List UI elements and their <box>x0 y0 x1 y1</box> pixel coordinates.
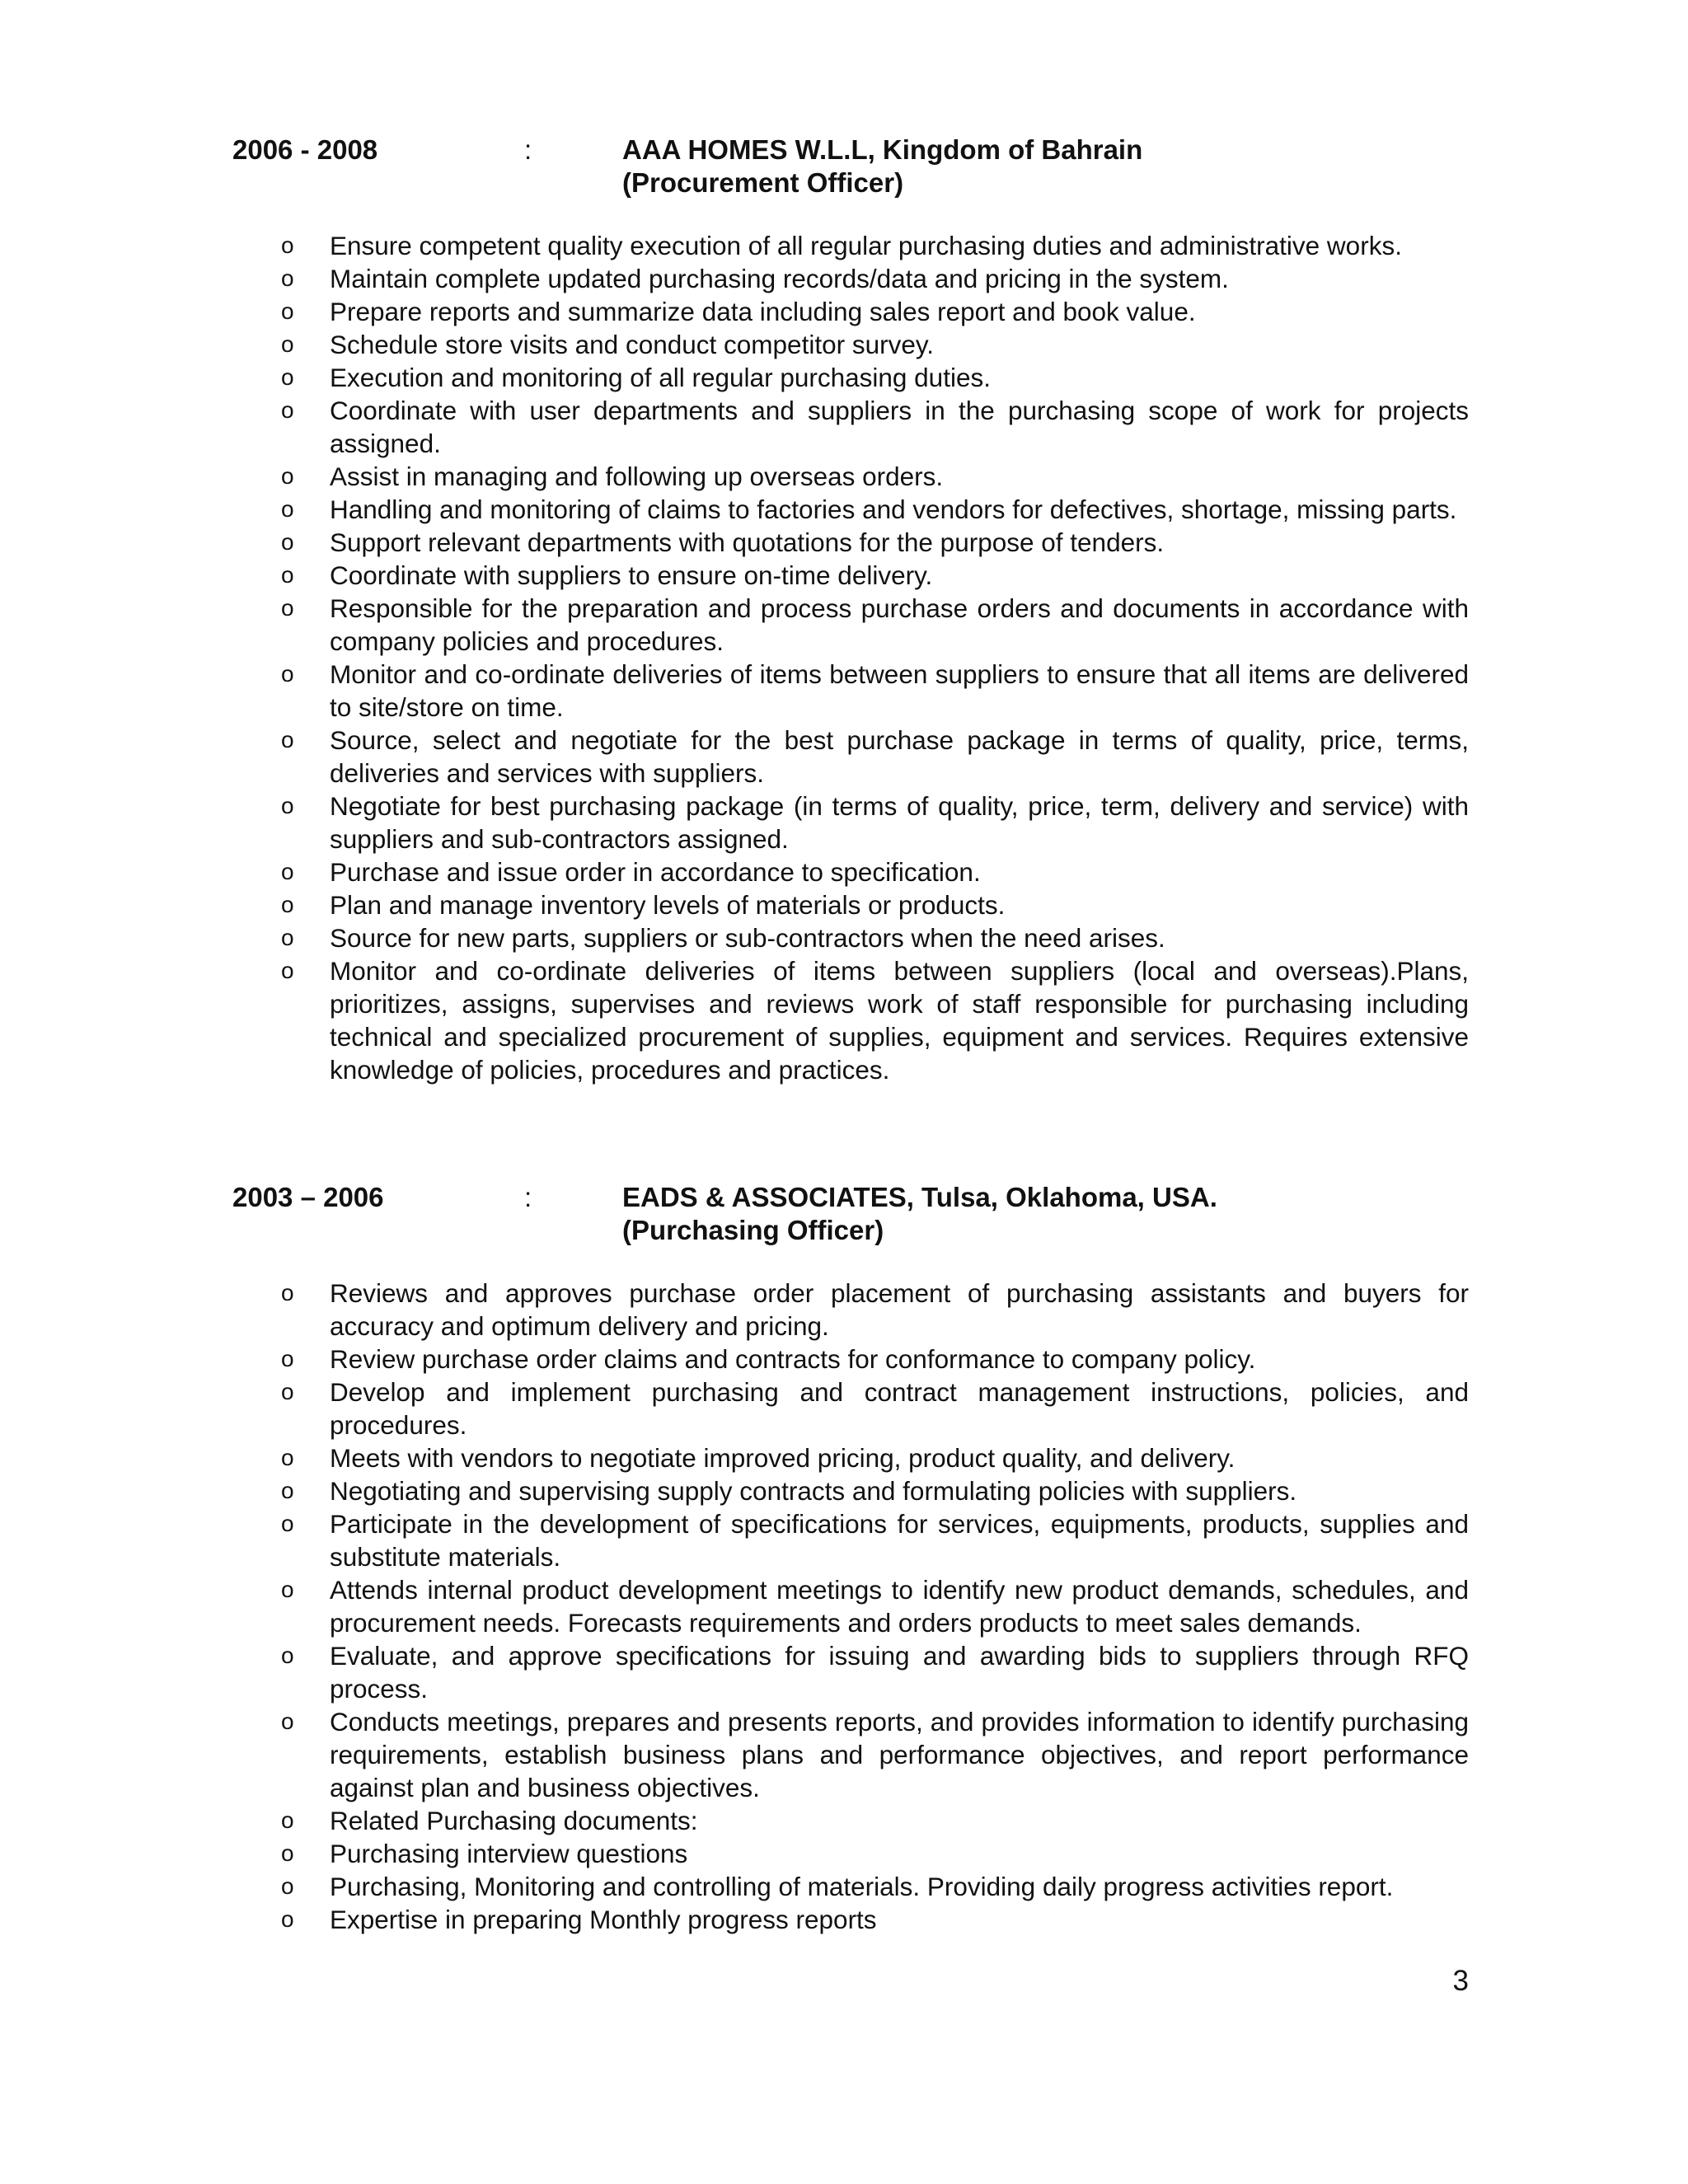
job-role: (Procurement Officer) <box>622 167 904 198</box>
duties-list <box>232 229 1469 1086</box>
bullet-icon: o <box>281 232 294 258</box>
job-entry-aaa-homes <box>232 134 1469 1085</box>
duty-item: o Coordinate with suppliers to ensure on-time delivery. <box>281 560 933 590</box>
duty-item: o Conducts meetings, prepares and presents reports, and provides information to identify purchasing requirements, establish business plans and performance objectives, and report performance against plan and business objectives. <box>281 1707 1469 1802</box>
job-separator: : <box>524 1182 532 1212</box>
bullet-icon: o <box>281 1643 294 1668</box>
bullet-icon: o <box>281 1906 294 1932</box>
bullet-icon: o <box>281 463 294 489</box>
duty-item: o Expertise in preparing Monthly progress reports <box>281 1905 877 1934</box>
duty-item: o Attends internal product development meetings to identify new product demands, schedules, and procurement needs. Forecasts requirements and orders products to meet sales demands. <box>281 1575 1469 1638</box>
job-separator: : <box>524 134 532 165</box>
duty-item: o Evaluate, and approve specifications for issuing and awarding bids to suppliers through RFQ process. <box>281 1641 1469 1704</box>
bullet-icon: o <box>281 958 294 983</box>
bullet-icon: o <box>281 496 294 522</box>
duty-item: o Meets with vendors to negotiate improved pricing, product quality, and delivery. <box>281 1443 1236 1473</box>
page-number: 3 <box>1452 1965 1469 1997</box>
duty-item: o Support relevant departments with quotations for the purpose of tenders. <box>281 527 1165 557</box>
duty-item: o Negotiating and supervising supply contracts and formulating policies with suppliers. <box>281 1476 1297 1506</box>
duty-item: o Responsible for the preparation and process purchase orders and documents in accordance with company policies and procedures. <box>281 593 1469 656</box>
bullet-icon: o <box>281 298 294 324</box>
duty-item: o Purchasing interview questions <box>281 1839 688 1868</box>
duty-item: o Related Purchasing documents: <box>281 1806 698 1835</box>
duty-item: o Ensure competent quality execution of all regular purchasing duties and administrative works. <box>281 231 1402 260</box>
job-dates: 2006 - 2008 <box>232 134 378 165</box>
bullet-icon: o <box>281 1379 294 1404</box>
duty-item: o Source for new parts, suppliers or sub-contractors when the need arises. <box>281 923 1165 953</box>
job-role: (Purchasing Officer) <box>622 1215 884 1245</box>
job-employer: AAA HOMES W.L.L, Kingdom of Bahrain <box>622 134 1143 165</box>
bullet-icon: o <box>281 595 294 621</box>
bullet-icon: o <box>281 265 294 291</box>
duty-item: o Monitor and co-ordinate deliveries of items between suppliers to ensure that all items are delivered to site/store on time. <box>281 659 1469 722</box>
bullet-icon: o <box>281 793 294 818</box>
bullet-icon: o <box>281 727 294 752</box>
duty-item: o Participate in the development of specifications for services, equipments, products, supplies and substitute materials. <box>281 1509 1469 1572</box>
duty-item: o Review purchase order claims and contracts for conformance to company policy. <box>281 1344 1256 1374</box>
duty-item: o Negotiate for best purchasing package (in terms of quality, price, term, delivery and service) with suppliers and sub-contractors assigned. <box>281 791 1469 854</box>
duty-item: o Prepare reports and summarize data including sales report and book value. <box>281 297 1196 326</box>
duty-item: o Purchasing, Monitoring and controlling of materials. Providing daily progress activities report. <box>281 1872 1394 1901</box>
duty-item: o Purchase and issue order in accordance to specification. <box>281 857 981 887</box>
duty-item: o Source, select and negotiate for the best purchase package in terms of quality, price, terms, deliveries and services with suppliers. <box>281 725 1469 788</box>
job-header <box>232 1181 1469 1247</box>
bullet-icon: o <box>281 925 294 950</box>
bullet-icon: o <box>281 661 294 687</box>
duty-item: o Schedule store visits and conduct competitor survey. <box>281 330 935 359</box>
duty-item: o Maintain complete updated purchasing records/data and pricing in the system. <box>281 264 1229 293</box>
bullet-icon: o <box>281 1346 294 1371</box>
bullet-icon: o <box>281 562 294 588</box>
bullet-icon: o <box>281 1445 294 1470</box>
bullet-icon: o <box>281 1478 294 1503</box>
bullet-icon: o <box>281 529 294 555</box>
bullet-icon: o <box>281 859 294 884</box>
duty-item: o Develop and implement purchasing and contract management instructions, policies, and procedures. <box>281 1377 1469 1440</box>
job-entry-eads-associates <box>232 1181 1469 1934</box>
job-dates: 2003 – 2006 <box>232 1182 384 1212</box>
bullet-icon: o <box>281 1280 294 1305</box>
duty-item: o Reviews and approves purchase order placement of purchasing assistants and buyers for accuracy and optimum delivery and pricing. <box>281 1278 1469 1341</box>
bullet-icon: o <box>281 397 294 423</box>
bullet-icon: o <box>281 1708 294 1734</box>
bullet-icon: o <box>281 1840 294 1866</box>
bullet-icon: o <box>281 892 294 917</box>
duty-item: o Assist in managing and following up overseas orders. <box>281 462 944 491</box>
job-header <box>232 134 1469 199</box>
bullet-icon: o <box>281 1873 294 1899</box>
duty-item: o Execution and monitoring of all regular purchasing duties. <box>281 363 991 392</box>
bullet-icon: o <box>281 1511 294 1536</box>
bullet-icon: o <box>281 364 294 390</box>
duty-item: o Plan and manage inventory levels of materials or products. <box>281 890 1006 920</box>
bullet-icon: o <box>281 1807 294 1833</box>
bullet-icon: o <box>281 331 294 357</box>
bullet-icon: o <box>281 1577 294 1602</box>
job-employer: EADS & ASSOCIATES, Tulsa, Oklahoma, USA. <box>622 1182 1217 1212</box>
duty-item: o Coordinate with user departments and suppliers in the purchasing scope of work for projects assigned. <box>281 396 1469 458</box>
duties-list <box>232 1277 1469 1936</box>
duty-item: o Monitor and co-ordinate deliveries of items between suppliers (local and overseas).Plans, prioritizes, assigns, supervises and reviews work of staff responsible for purchasing including technical and specialized procurement of supplies, equipment and services. Requires extensive knowledge of policies, procedures and practices. <box>281 956 1469 1085</box>
duty-item: o Handling and monitoring of claims to factories and vendors for defectives, shortage, missing parts. <box>281 494 1457 524</box>
